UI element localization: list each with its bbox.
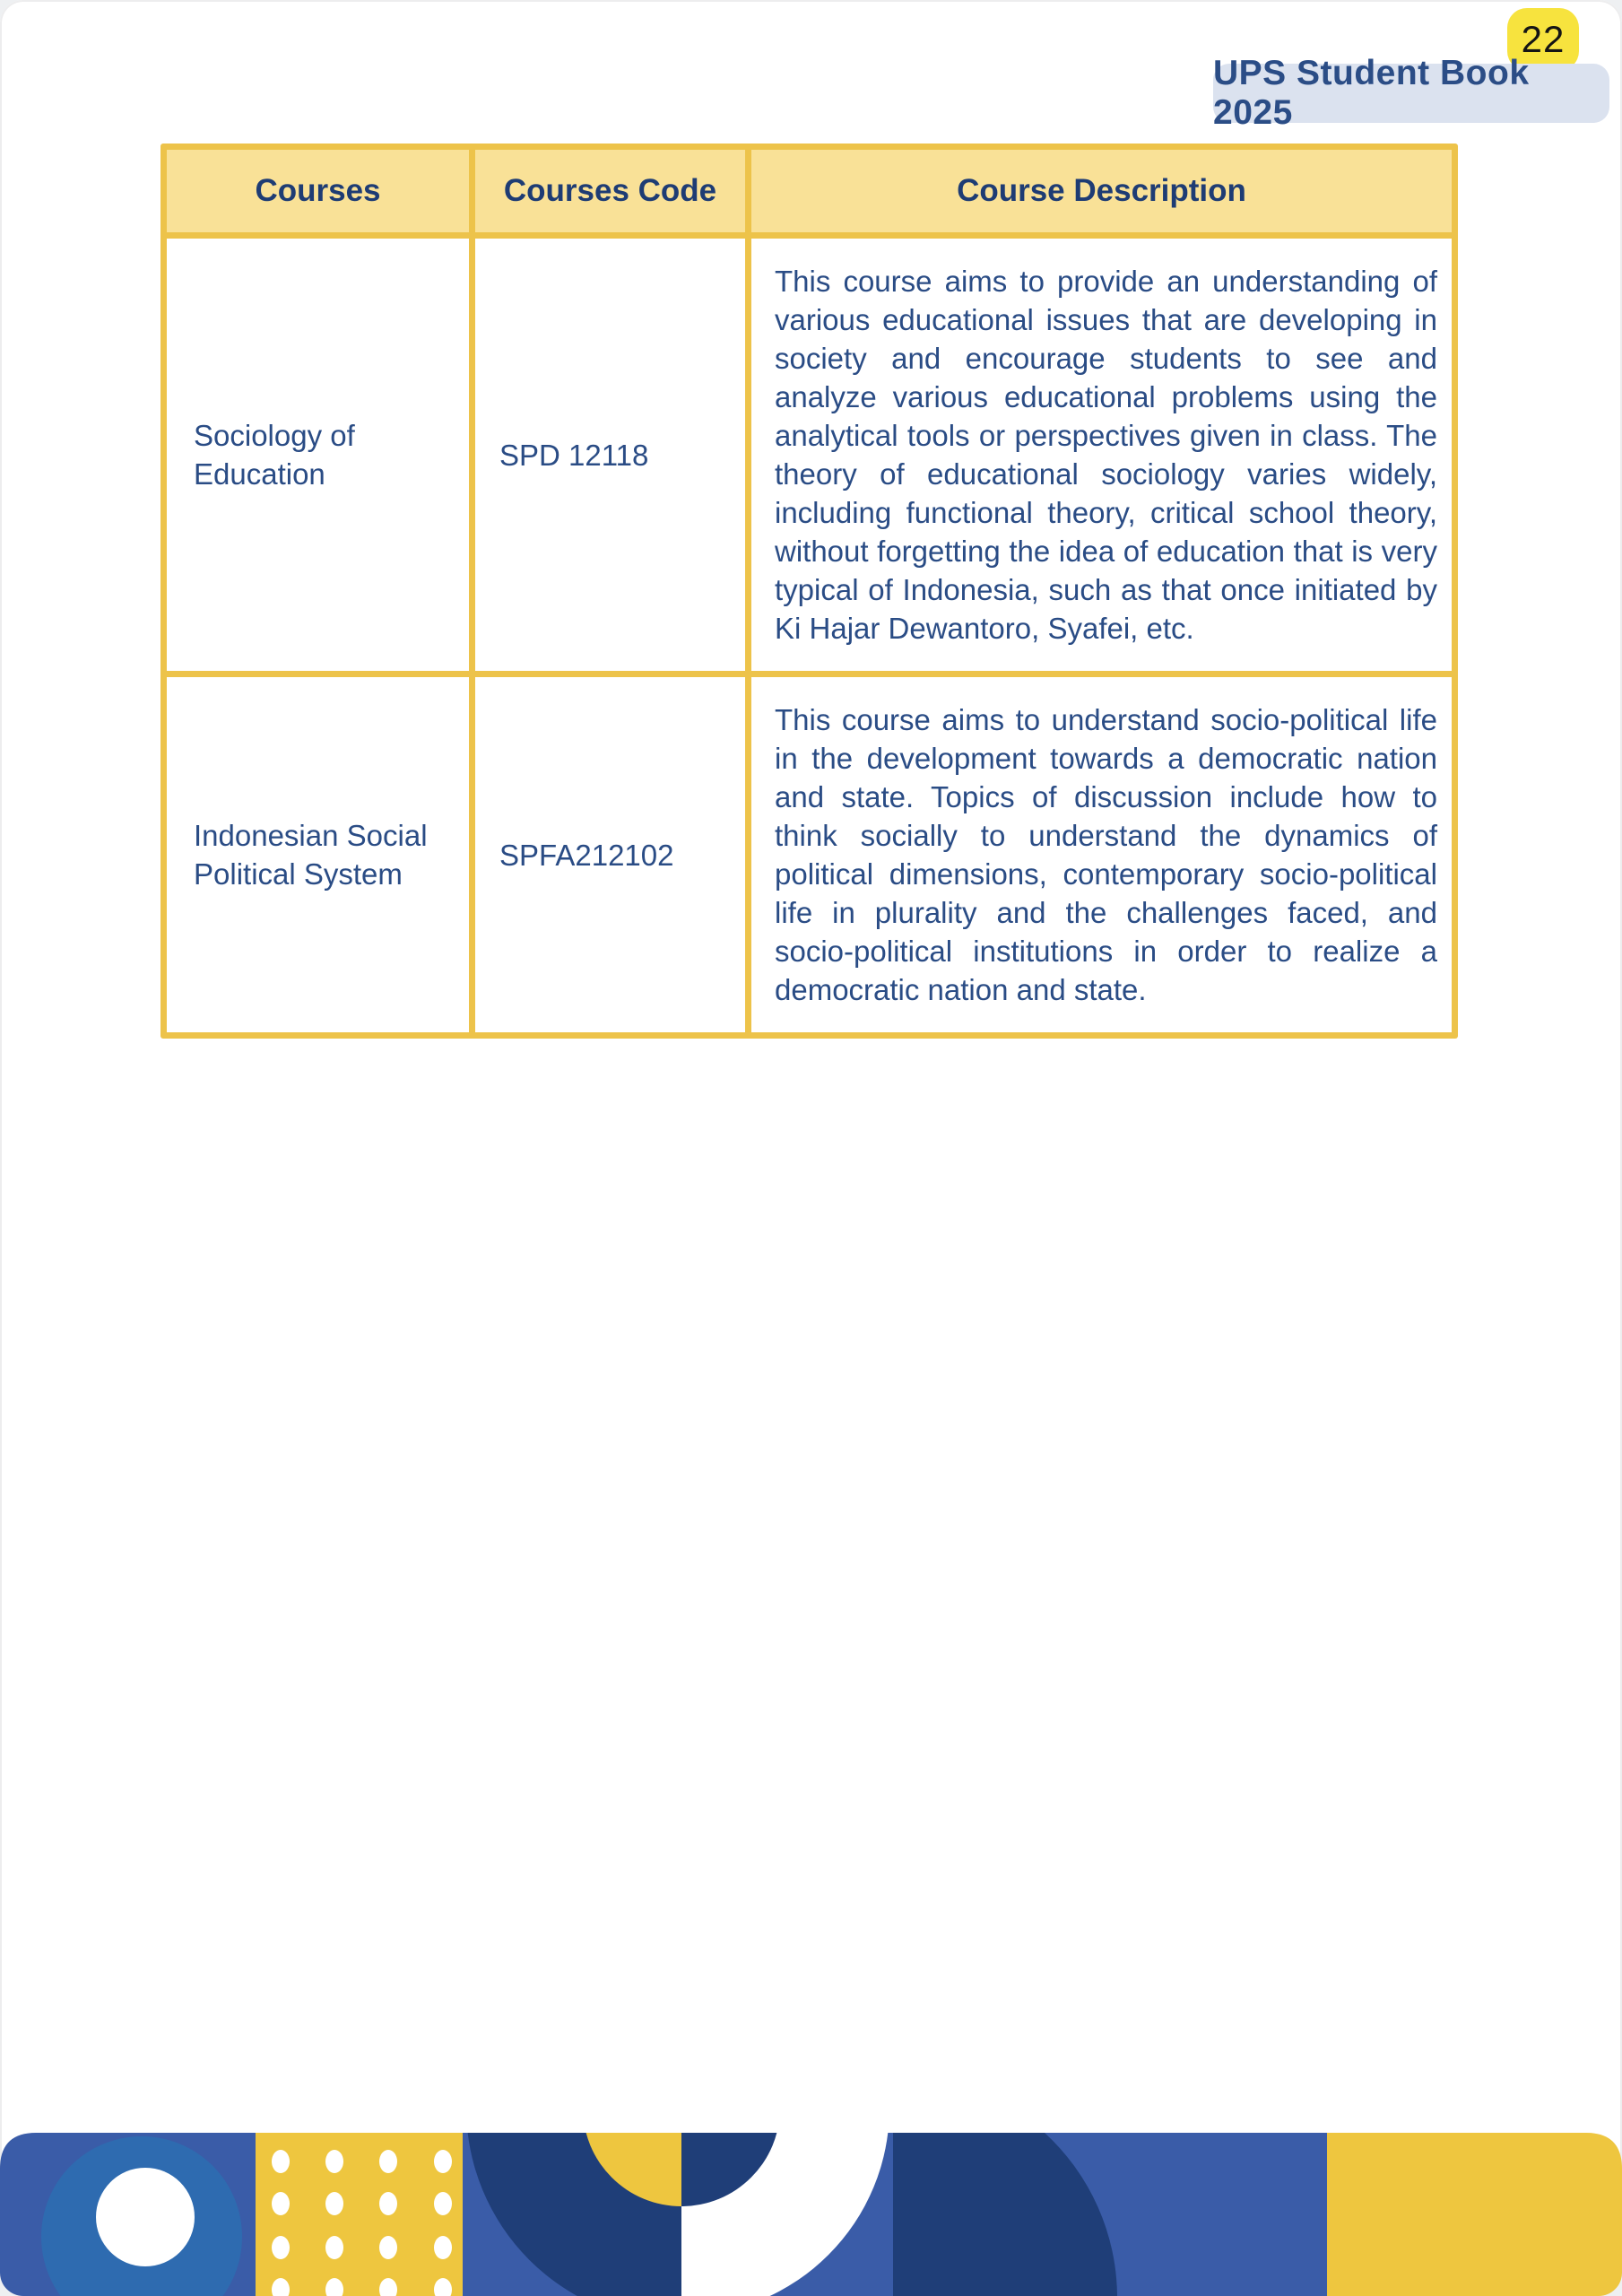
course-code-cell: SPD 12118	[475, 239, 745, 671]
column-header-courses: Courses	[167, 150, 469, 232]
table-row	[167, 239, 1452, 671]
courses-table	[160, 144, 1458, 1039]
column-header-courses-code: Courses Code	[475, 150, 745, 232]
course-name-cell: Sociology of Education	[167, 239, 469, 671]
course-name-cell: Indonesian Social Political System	[167, 677, 469, 1032]
book-title: UPS Student Book 2025	[1213, 54, 1530, 132]
course-description-cell: This course aims to understand socio-political life in the development towards a democratic nation and state. Topics of discussion include how to think socially to understand the dynamics of political dimensions, contemporary socio-political life in plurality and the challenges faced, and socio-political institutions in order to realize a democratic nation and state.	[751, 677, 1452, 1032]
table-row	[167, 677, 1452, 1032]
page-number: 22	[1521, 18, 1566, 60]
book-title-badge	[1213, 54, 1609, 132]
table-header-row	[167, 150, 1452, 232]
course-code-cell: SPFA212102	[475, 677, 745, 1032]
column-header-course-description: Course Description	[751, 150, 1452, 232]
footer-white-circle	[96, 2168, 195, 2266]
footer-decoration	[0, 2133, 1622, 2296]
course-description-cell: This course aims to provide an understanding of various educational issues that are developing in society and encourage students to see and analyze various educational problems using the analytical tools or perspectives given in class. The theory of educational sociology varies widely, including functional theory, critical school theory, without forgetting the idea of education that is very typical of Indonesia, such as that once initiated by Ki Hajar Dewantoro, Syafei, etc.	[751, 239, 1452, 671]
footer-yellow-end-block	[1327, 2133, 1622, 2296]
